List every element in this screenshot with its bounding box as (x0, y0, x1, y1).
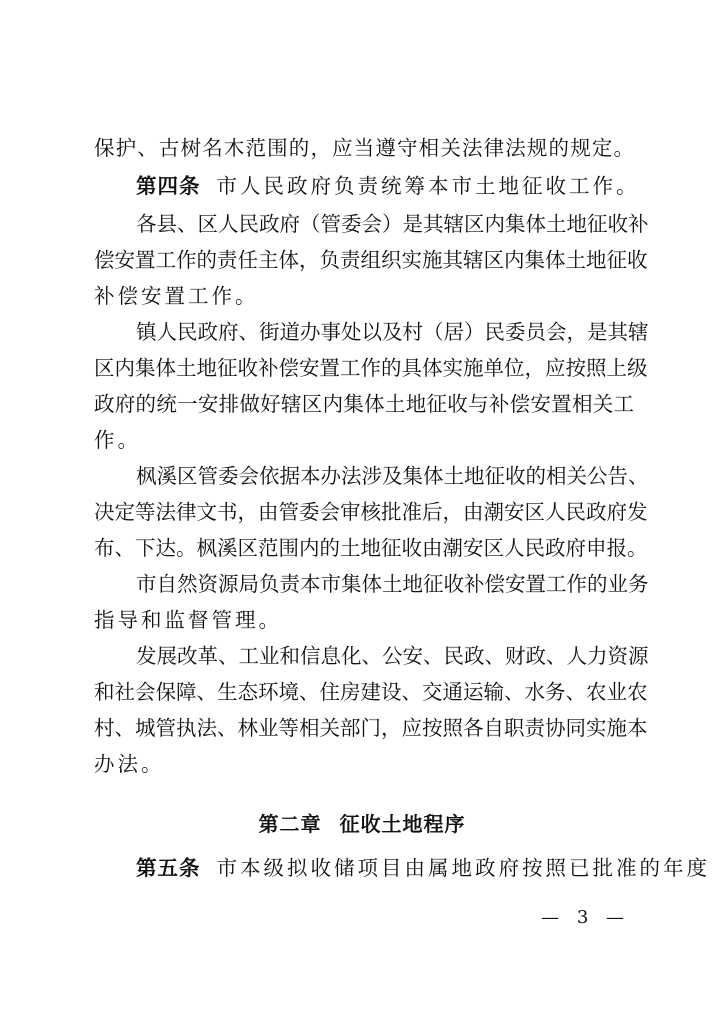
paragraph-line: 镇人民政府、街道办事处以及村（居）民委员会，是其辖 (136, 320, 649, 344)
chapter-title: 征收土地程序 (339, 812, 466, 836)
paragraph-line: 各县、区人民政府（管委会）是其辖区内集体土地征收补 (136, 212, 649, 236)
paragraph-line: 发展改革、工业和信息化、公安、民政、财政、人力资源 (136, 644, 649, 668)
paragraph-line: 作。 (94, 428, 141, 452)
paragraph-line: 补偿安置工作。 (94, 284, 259, 308)
paragraph-line: 办法。 (94, 752, 165, 776)
article-4-text: 市人民政府负责统筹本市土地征收工作。 (216, 174, 640, 198)
paragraph-line: 保护、古树名木范围的，应当遵守相关法律法规的规定。 (94, 136, 634, 160)
paragraph-line: 市自然资源局负责本市集体土地征收补偿安置工作的业务 (136, 572, 649, 596)
paragraph-line: 枫溪区管委会依据本办法涉及集体土地征收的相关公告、 (136, 464, 649, 488)
article-5-text: 市本级拟收储项目由属地政府按照已批准的年度 (216, 856, 710, 880)
paragraph-line: 区内集体土地征收补偿安置工作的具体实施单位，应按照上级 (94, 356, 648, 380)
paragraph-line: 偿安置工作的责任主体，负责组织实施其辖区内集体土地征收 (94, 248, 648, 272)
page-number: — 3 — (541, 907, 630, 928)
paragraph-line: 指导和监督管理。 (94, 608, 282, 632)
article-5 (136, 854, 710, 882)
chapter-number: 第二章 (258, 812, 322, 836)
article-4-label: 第四条 (136, 174, 201, 198)
paragraph-line: 布、下达。枫溪区范围内的土地征收由潮安区人民政府申报。 (94, 536, 648, 560)
paragraph-line: 村、城管执法、林业等相关部门，应按照各自职责协同实施本 (94, 716, 648, 740)
chapter-heading (0, 810, 724, 838)
paragraph-line: 决定等法律文书，由管委会审核批准后，由潮安区人民政府发 (94, 500, 648, 524)
paragraph-line: 和社会保障、生态环境、住房建设、交通运输、水务、农业农 (94, 680, 648, 704)
paragraph-line: 政府的统一安排做好辖区内集体土地征收与补偿安置相关工 (94, 392, 634, 416)
article-4 (136, 172, 640, 200)
article-5-label: 第五条 (136, 856, 201, 880)
